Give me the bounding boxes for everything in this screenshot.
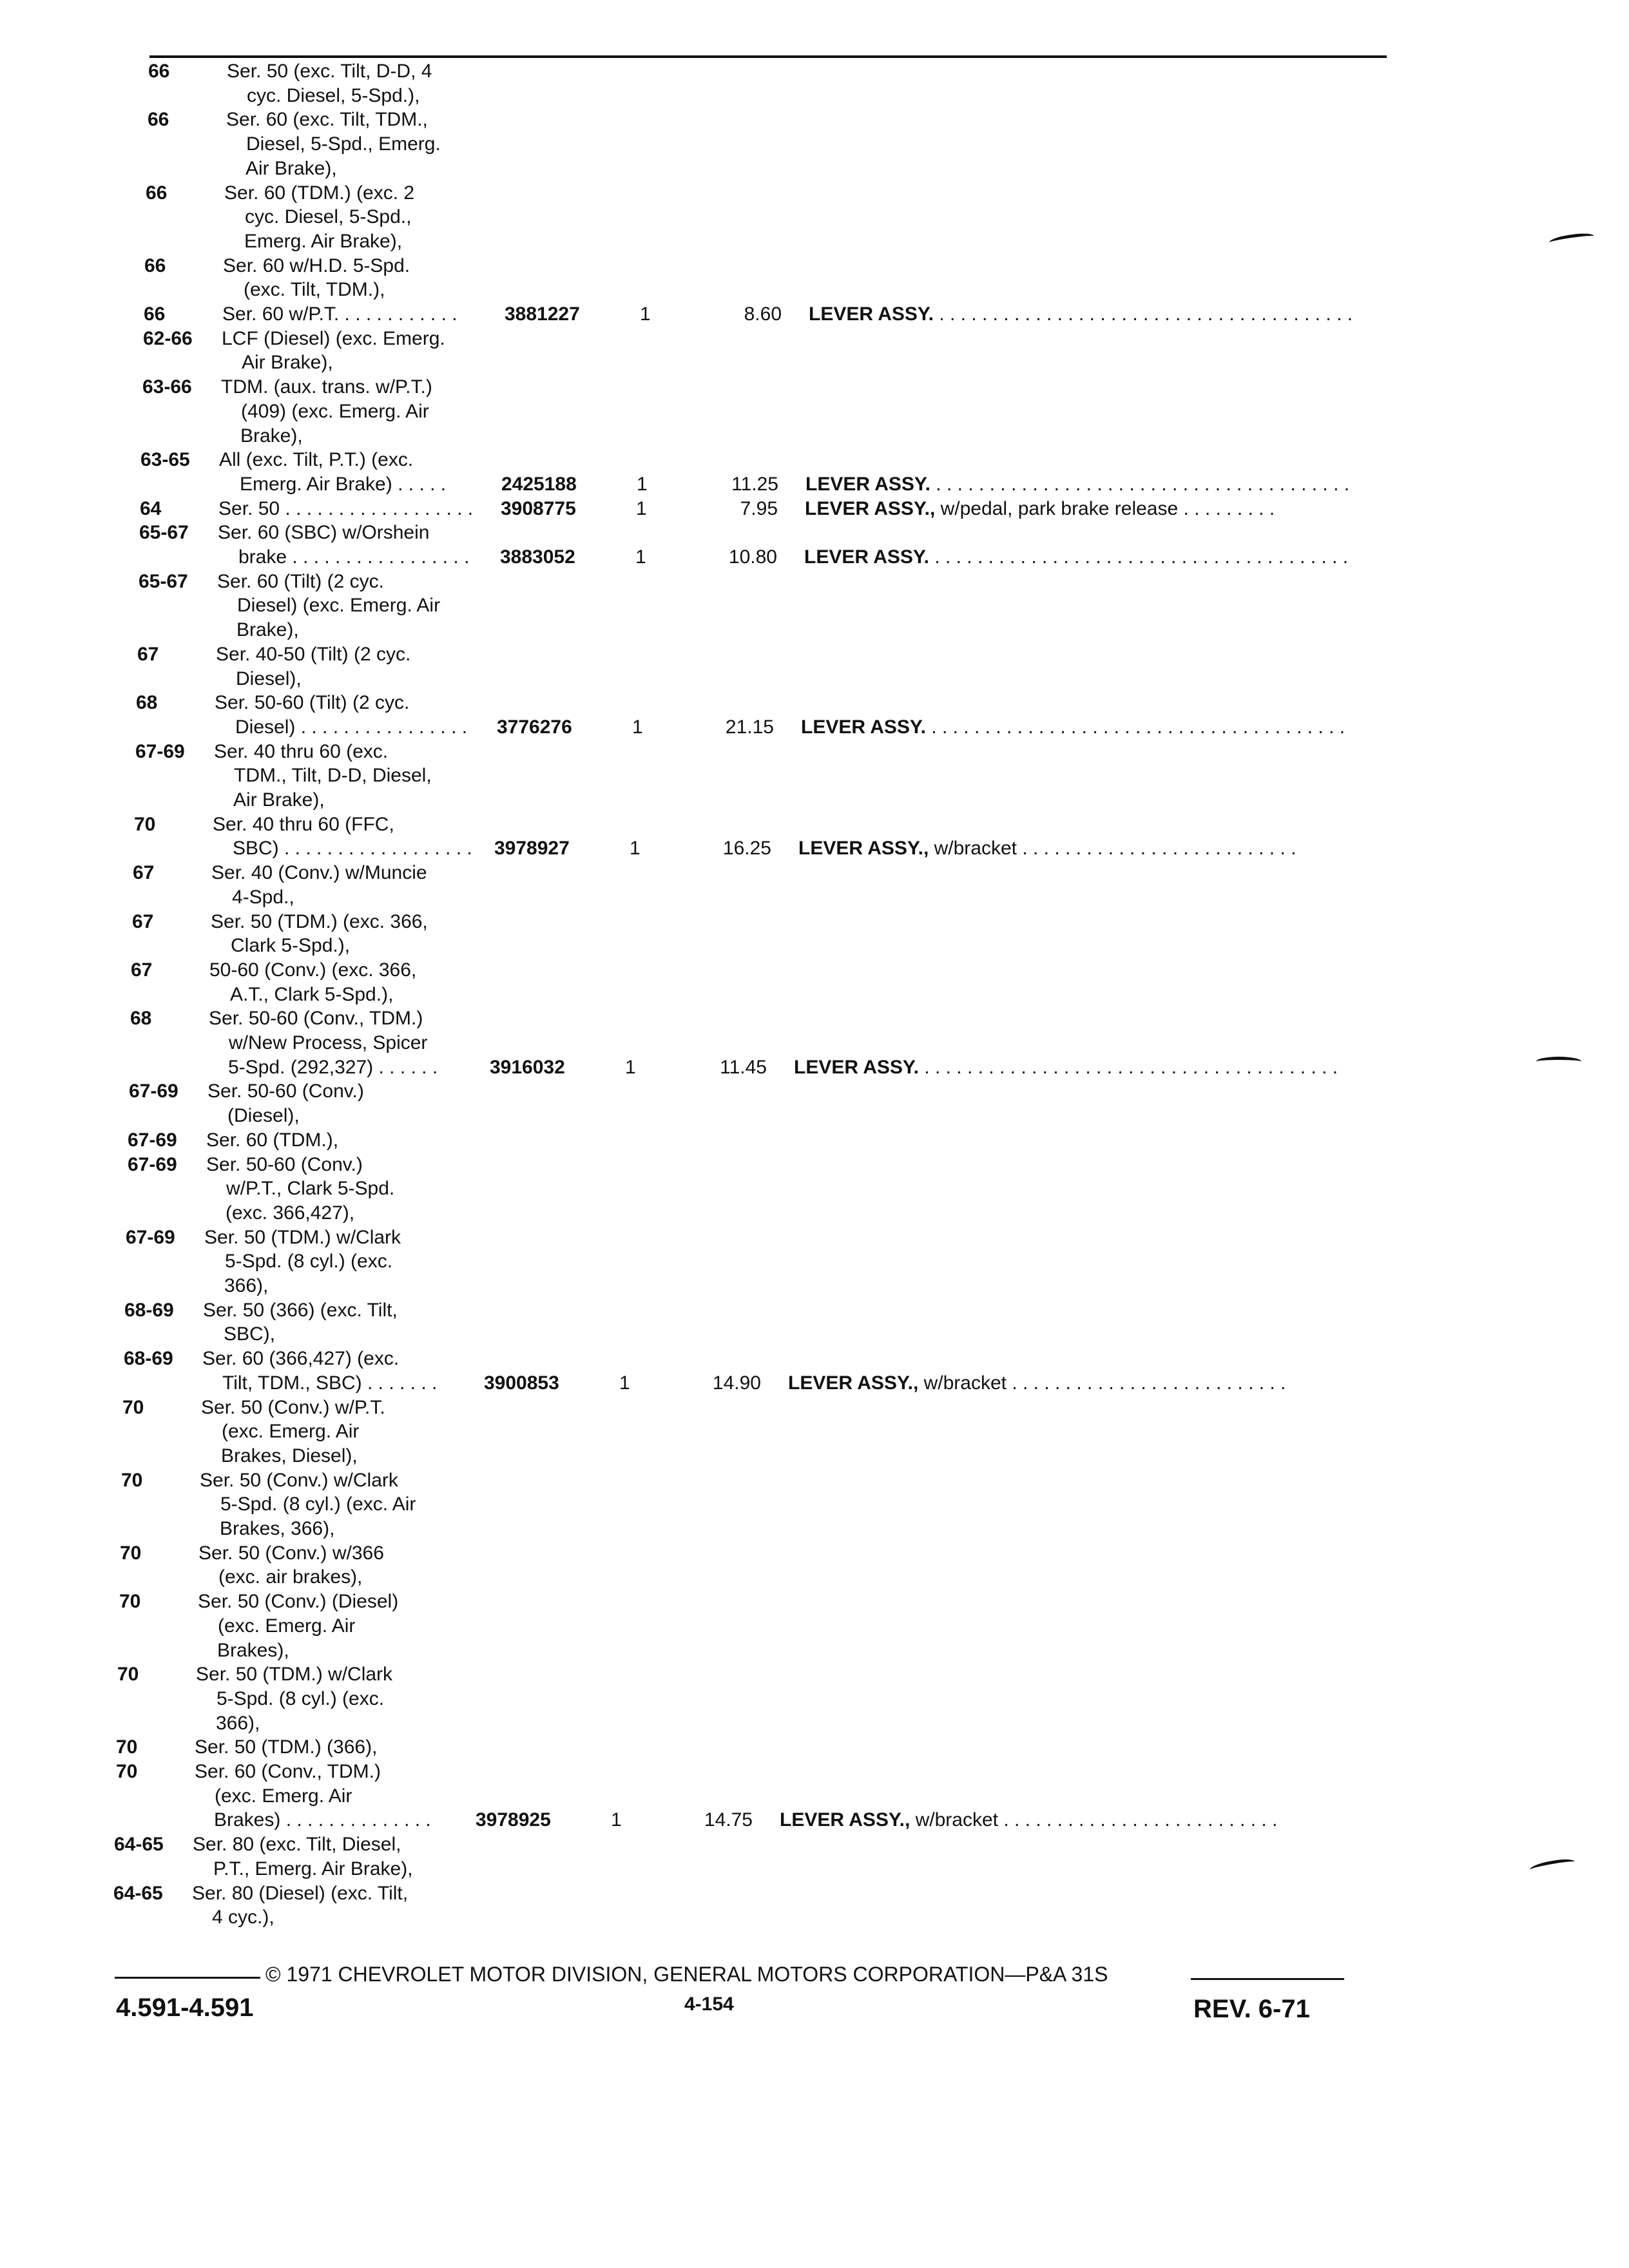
parts-row (0, 1881, 1629, 1906)
application-description: Diesel, 5-Spd., Emerg. (246, 133, 441, 155)
application-description: Brakes), (217, 1639, 289, 1661)
parts-row (0, 327, 1629, 351)
parts-row (0, 448, 1629, 472)
application-description: TDM., Tilt, D-D, Diesel, (234, 765, 432, 787)
application-description: Ser. 50 (TDM.) w/Clark (204, 1226, 401, 1248)
application-description: 5-Spd. (8 cyl.) (exc. (225, 1251, 393, 1273)
application-description: Tilt, TDM., SBC) . . . . . . . (222, 1372, 438, 1394)
model-year: 70 (117, 1664, 139, 1686)
parts-row (0, 1614, 1629, 1639)
part-name (794, 1055, 1338, 1080)
part-number: 3900853 (484, 1372, 559, 1394)
quantity: 1 (637, 473, 648, 495)
model-year: 64-65 (113, 1882, 163, 1904)
footer-copyright: © 1971 CHEVROLET MOTOR DIVISION, GENERAL MOTORS CORPORATION—P&A 31S (265, 1963, 1108, 1986)
part-name-main: LEVER ASSY. (805, 473, 930, 495)
application-description: Air Brake), (242, 352, 333, 374)
model-year: 66 (148, 109, 169, 131)
model-year: 70 (120, 1542, 142, 1564)
parts-row (0, 424, 1629, 448)
part-name (804, 545, 1348, 570)
parts-row (0, 1735, 1629, 1760)
list-price: 8.60 (744, 303, 782, 325)
application-description: Ser. 40 (Conv.) w/Muncie (211, 862, 427, 884)
parts-row (0, 910, 1629, 934)
parts-row (0, 108, 1629, 132)
application-description: (exc. 366,427), (226, 1202, 355, 1224)
parts-row (0, 1104, 1629, 1128)
list-price: 11.25 (731, 473, 778, 495)
application-description: (exc. air brakes), (218, 1566, 363, 1588)
parts-row (0, 1687, 1629, 1711)
model-year: 64-65 (114, 1834, 164, 1856)
model-year: 68 (136, 692, 158, 714)
parts-row (0, 740, 1629, 764)
model-year: 66 (146, 182, 168, 204)
footer-rule-right (1191, 1978, 1344, 1980)
application-description: Ser. 50 (366) (exc. Tilt, (203, 1299, 398, 1321)
application-description: w/P.T., Clark 5-Spd. (226, 1178, 395, 1200)
application-description: Ser. 50-60 (Conv.) (206, 1153, 363, 1175)
application-description: 50-60 (Conv.) (exc. 366, (209, 959, 417, 981)
model-year: 68 (130, 1008, 152, 1030)
parts-row (0, 472, 1629, 497)
parts-row (0, 1517, 1629, 1541)
model-year: 63-65 (140, 449, 190, 471)
parts-row (0, 1444, 1629, 1468)
parts-row (0, 205, 1629, 229)
parts-row (0, 642, 1629, 667)
parts-row (0, 302, 1629, 327)
quantity: 1 (632, 716, 643, 738)
parts-row (0, 1347, 1629, 1371)
parts-row (0, 1298, 1629, 1323)
application-description: Ser. 50 (Conv.) (Diesel) (198, 1591, 399, 1613)
footer-section-number: 4.591-4.591 (116, 1994, 254, 2022)
parts-row (0, 836, 1629, 861)
model-year: 64 (140, 497, 162, 519)
parts-row (0, 1201, 1629, 1225)
part-name (780, 1808, 1277, 1832)
part-name-detail: w/bracket (918, 1372, 1007, 1394)
part-name (805, 472, 1349, 497)
list-price: 14.75 (704, 1809, 753, 1831)
application-description: Ser. 50-60 (Conv.) (207, 1081, 364, 1102)
application-description: brake . . . . . . . . . . . . . . . . . (238, 546, 470, 568)
application-description: Ser. 50 (Conv.) w/Clark (200, 1469, 398, 1491)
parts-row (0, 1396, 1629, 1420)
model-year: 65-67 (139, 522, 189, 544)
parts-row (0, 764, 1629, 788)
application-description: Ser. 60 w/P.T. . . . . . . . . . . . (222, 303, 458, 325)
parts-row (0, 1905, 1629, 1930)
leader-dots: . . . . . . . . . . . . . . . . . . . . . . . . . . . . . . . . . . . . . . . (930, 473, 1350, 495)
quantity: 1 (611, 1809, 622, 1831)
application-description: (exc. Emerg. Air (215, 1785, 352, 1807)
parts-row (0, 885, 1629, 910)
part-number: 3978927 (494, 838, 570, 860)
parts-row (0, 497, 1629, 521)
application-description: (exc. Tilt, TDM.), (244, 279, 385, 301)
application-description: (409) (exc. Emerg. Air (241, 400, 429, 422)
parts-row (0, 983, 1629, 1007)
application-description: P.T., Emerg. Air Brake), (213, 1858, 413, 1879)
model-year: 65-67 (139, 570, 188, 592)
application-description: Ser. 60 (SBC) w/Orshein (218, 522, 430, 544)
application-description: Ser. 60 (Tilt) (2 cyc. (217, 570, 384, 592)
parts-row (0, 570, 1629, 594)
leader-dots: . . . . . . . . . . . . . . . . . . . . . . . . . . (998, 1809, 1278, 1831)
parts-row (0, 278, 1629, 302)
part-name-main: LEVER ASSY., (805, 497, 936, 519)
parts-row (0, 958, 1629, 983)
part-name-main: LEVER ASSY., (798, 838, 929, 860)
application-description: 4 cyc.), (212, 1907, 275, 1928)
leader-dots: . . . . . . . . . . . . . . . . . . . . . . . . . . . . . . . . . . . . . . . (918, 1056, 1338, 1078)
quantity: 1 (630, 838, 641, 860)
application-description: Ser. 50-60 (Tilt) (2 cyc. (215, 692, 410, 714)
application-description: w/New Process, Spicer (229, 1032, 428, 1053)
part-number: 3776276 (497, 716, 572, 738)
application-description: SBC) . . . . . . . . . . . . . . . . . . (233, 838, 472, 860)
application-description: 5-Spd. (8 cyl.) (exc. (217, 1687, 385, 1709)
parts-row (0, 351, 1629, 375)
part-name-main: LEVER ASSY. (801, 716, 926, 738)
parts-row (0, 1784, 1629, 1809)
application-description: Brakes, 366), (220, 1518, 335, 1539)
model-year: 67-69 (126, 1226, 175, 1248)
parts-row (0, 1128, 1629, 1153)
application-description: (exc. Emerg. Air (222, 1421, 360, 1443)
part-number: 3916032 (490, 1056, 565, 1078)
model-year: 70 (116, 1736, 138, 1758)
list-price: 16.25 (722, 838, 771, 860)
parts-row (0, 1031, 1629, 1055)
application-description: Ser. 50 (Conv.) w/366 (198, 1542, 384, 1564)
part-name-main: LEVER ASSY. (794, 1056, 919, 1078)
application-description: cyc. Diesel, 5-Spd.), (247, 84, 420, 106)
part-name-main: LEVER ASSY. (809, 303, 934, 325)
application-description: Ser. 80 (exc. Tilt, Diesel, (193, 1834, 401, 1856)
model-year: 67 (131, 959, 153, 981)
application-description: Brakes, Diesel), (221, 1445, 358, 1466)
application-description: 366), (224, 1275, 269, 1296)
application-description: Ser. 60 (Conv., TDM.) (195, 1761, 381, 1782)
application-description: Ser. 40 thru 60 (FFC, (213, 813, 394, 835)
quantity: 1 (625, 1056, 636, 1078)
parts-row (0, 1055, 1629, 1080)
application-description: Ser. 60 (TDM.) (exc. 2 (224, 182, 415, 204)
list-price: 21.15 (725, 716, 774, 738)
application-description: Air Brake), (246, 157, 337, 179)
leader-dots: . . . . . . . . . . . . . . . . . . . . . . . . . . . . . . . . . . . . . . . (925, 716, 1345, 738)
application-description: LCF (Diesel) (exc. Emerg. (222, 327, 445, 349)
application-description: 5-Spd. (292,327) . . . . . . (228, 1056, 438, 1078)
part-name (801, 715, 1345, 740)
parts-row (0, 1662, 1629, 1687)
parts-row (0, 1225, 1629, 1250)
application-description: 4-Spd., (232, 886, 294, 908)
part-name (805, 497, 1275, 521)
parts-row (0, 1322, 1629, 1347)
application-description: Ser. 50 (Conv.) w/P.T. (201, 1396, 385, 1418)
model-year: 68-69 (124, 1299, 174, 1321)
model-year: 67-69 (135, 740, 185, 762)
application-description: Ser. 60 w/H.D. 5-Spd. (223, 255, 410, 276)
parts-row (0, 1177, 1629, 1201)
model-year: 66 (148, 61, 170, 82)
application-description: Ser. 50-60 (Conv., TDM.) (209, 1008, 423, 1030)
application-description: A.T., Clark 5-Spd.), (230, 983, 394, 1005)
parts-row (0, 59, 1629, 84)
application-description: Diesel) . . . . . . . . . . . . . . . . (235, 716, 468, 738)
parts-row (0, 1249, 1629, 1274)
application-description: TDM. (aux. trans. w/P.T.) (221, 376, 432, 398)
leader-dots: . . . . . . . . . . . . . . . . . . . . . . . . . . (1017, 838, 1296, 860)
model-year: 70 (121, 1469, 143, 1491)
model-year: 67 (133, 862, 155, 884)
parts-row (0, 1468, 1629, 1493)
model-year: 70 (116, 1761, 138, 1782)
parts-row (0, 1006, 1629, 1031)
application-description: Brake), (236, 619, 299, 641)
parts-row (0, 181, 1629, 206)
list-price: 10.80 (728, 546, 777, 568)
application-description: All (exc. Tilt, P.T.) (exc. (219, 449, 414, 471)
parts-row (0, 1565, 1629, 1590)
model-year: 62-66 (143, 327, 193, 349)
part-number: 3881227 (505, 303, 580, 325)
footer-page-number: 4-154 (684, 1994, 734, 2015)
leader-dots: . . . . . . . . . . . . . . . . . . . . . . . . . . (1007, 1372, 1286, 1394)
parts-row (0, 1079, 1629, 1104)
list-price: 11.45 (720, 1056, 767, 1078)
part-name-main: LEVER ASSY., (780, 1809, 911, 1831)
application-description: Brake), (240, 425, 303, 447)
application-description: Diesel) (exc. Emerg. Air (237, 595, 441, 617)
list-price: 14.90 (712, 1372, 761, 1394)
leader-dots: . . . . . . . . . (1178, 497, 1275, 519)
application-description: Ser. 40-50 (Tilt) (2 cyc. (216, 643, 411, 665)
application-description: Air Brake), (233, 789, 325, 811)
model-year: 63-66 (142, 376, 192, 398)
application-description: Emerg. Air Brake) . . . . . (240, 473, 447, 495)
parts-row (0, 1590, 1629, 1614)
parts-row (0, 861, 1629, 885)
part-number: 2425188 (501, 473, 577, 495)
parts-row (0, 1711, 1629, 1736)
quantity: 1 (636, 497, 647, 519)
parts-row (0, 715, 1629, 740)
leader-dots: . . . . . . . . . . . . . . . . . . . . . . . . . . . . . . . . . . . . . . . (933, 303, 1353, 325)
part-number: 3908775 (501, 497, 576, 519)
model-year: 67-69 (128, 1153, 177, 1175)
parts-row (0, 934, 1629, 958)
parts-row (0, 1760, 1629, 1784)
parts-row (0, 229, 1629, 254)
parts-row (0, 375, 1629, 399)
application-description: SBC), (224, 1323, 276, 1345)
part-name-detail: w/bracket (910, 1809, 998, 1831)
parts-row (0, 788, 1629, 812)
quantity: 1 (635, 546, 646, 568)
application-description: Ser. 60 (TDM.), (206, 1129, 339, 1151)
parts-row (0, 1639, 1629, 1663)
part-name-main: LEVER ASSY. (804, 546, 929, 568)
list-price: 7.95 (740, 497, 778, 519)
margin-mark-2 (1536, 1057, 1581, 1066)
application-description: Ser. 60 (exc. Tilt, TDM., (226, 109, 428, 131)
footer-rule-left (115, 1977, 260, 1979)
top-rule (149, 55, 1387, 58)
application-description: cyc. Diesel, 5-Spd., (245, 206, 412, 228)
parts-row (0, 157, 1629, 181)
application-description: Ser. 80 (Diesel) (exc. Tilt, (192, 1882, 409, 1904)
parts-row (0, 691, 1629, 715)
parts-row (0, 1274, 1629, 1298)
application-description: Ser. 50 (TDM.) (exc. 366, (211, 910, 428, 932)
parts-row (0, 1153, 1629, 1177)
application-description: Ser. 60 (366,427) (exc. (202, 1348, 400, 1370)
application-description: Brakes) . . . . . . . . . . . . . . (214, 1809, 431, 1831)
parts-row (0, 521, 1629, 545)
application-description: Ser. 50 (TDM.) w/Clark (196, 1664, 393, 1686)
application-description: 5-Spd. (8 cyl.) (exc. Air (220, 1494, 416, 1515)
part-name (798, 836, 1296, 861)
parts-row (0, 1492, 1629, 1517)
model-year: 66 (144, 303, 166, 325)
model-year: 66 (144, 255, 166, 276)
parts-row (0, 1371, 1629, 1396)
application-description: (Diesel), (227, 1105, 300, 1127)
application-description: Clark 5-Spd.), (231, 935, 351, 957)
parts-row (0, 618, 1629, 642)
application-description: Ser. 40 thru 60 (exc. (214, 740, 389, 762)
model-year: 68-69 (124, 1348, 173, 1370)
leader-dots: . . . . . . . . . . . . . . . . . . . . . . . . . . . . . . . . . . . . . . . (929, 546, 1349, 568)
quantity: 1 (640, 303, 651, 325)
parts-row (0, 399, 1629, 424)
parts-row (0, 1419, 1629, 1444)
parts-row (0, 1857, 1629, 1881)
model-year: 70 (134, 813, 156, 835)
footer-revision: REV. 6-71 (1193, 1995, 1310, 2023)
parts-row (0, 812, 1629, 837)
parts-row (0, 545, 1629, 570)
application-description: Emerg. Air Brake), (244, 230, 403, 252)
model-year: 70 (119, 1591, 141, 1613)
parts-row (0, 1541, 1629, 1566)
model-year: 67-69 (129, 1081, 178, 1102)
part-number: 3883052 (500, 546, 575, 568)
part-name (788, 1371, 1286, 1396)
parts-row (0, 667, 1629, 691)
application-description: Ser. 50 . . . . . . . . . . . . . . . . . . (218, 497, 474, 519)
part-name (809, 302, 1353, 327)
application-description: 366), (216, 1712, 260, 1734)
parts-row (0, 1832, 1629, 1857)
parts-row (0, 132, 1629, 157)
parts-row (0, 593, 1629, 618)
part-number: 3978925 (476, 1809, 551, 1831)
part-name-detail: w/pedal, park brake release (935, 497, 1179, 519)
application-description: (exc. Emerg. Air (218, 1615, 356, 1637)
model-year: 67-69 (128, 1129, 177, 1151)
parts-row (0, 1808, 1629, 1832)
application-description: Ser. 50 (exc. Tilt, D-D, 4 (227, 61, 432, 82)
model-year: 67 (137, 643, 159, 665)
application-description: Diesel), (236, 668, 302, 689)
parts-row (0, 84, 1629, 108)
part-name-main: LEVER ASSY., (788, 1372, 919, 1394)
parts-row (0, 254, 1629, 278)
model-year: 67 (132, 910, 154, 932)
application-description: Ser. 50 (TDM.) (366), (195, 1736, 378, 1758)
quantity: 1 (619, 1372, 630, 1394)
model-year: 70 (122, 1396, 144, 1418)
part-name-detail: w/bracket (929, 838, 1017, 860)
